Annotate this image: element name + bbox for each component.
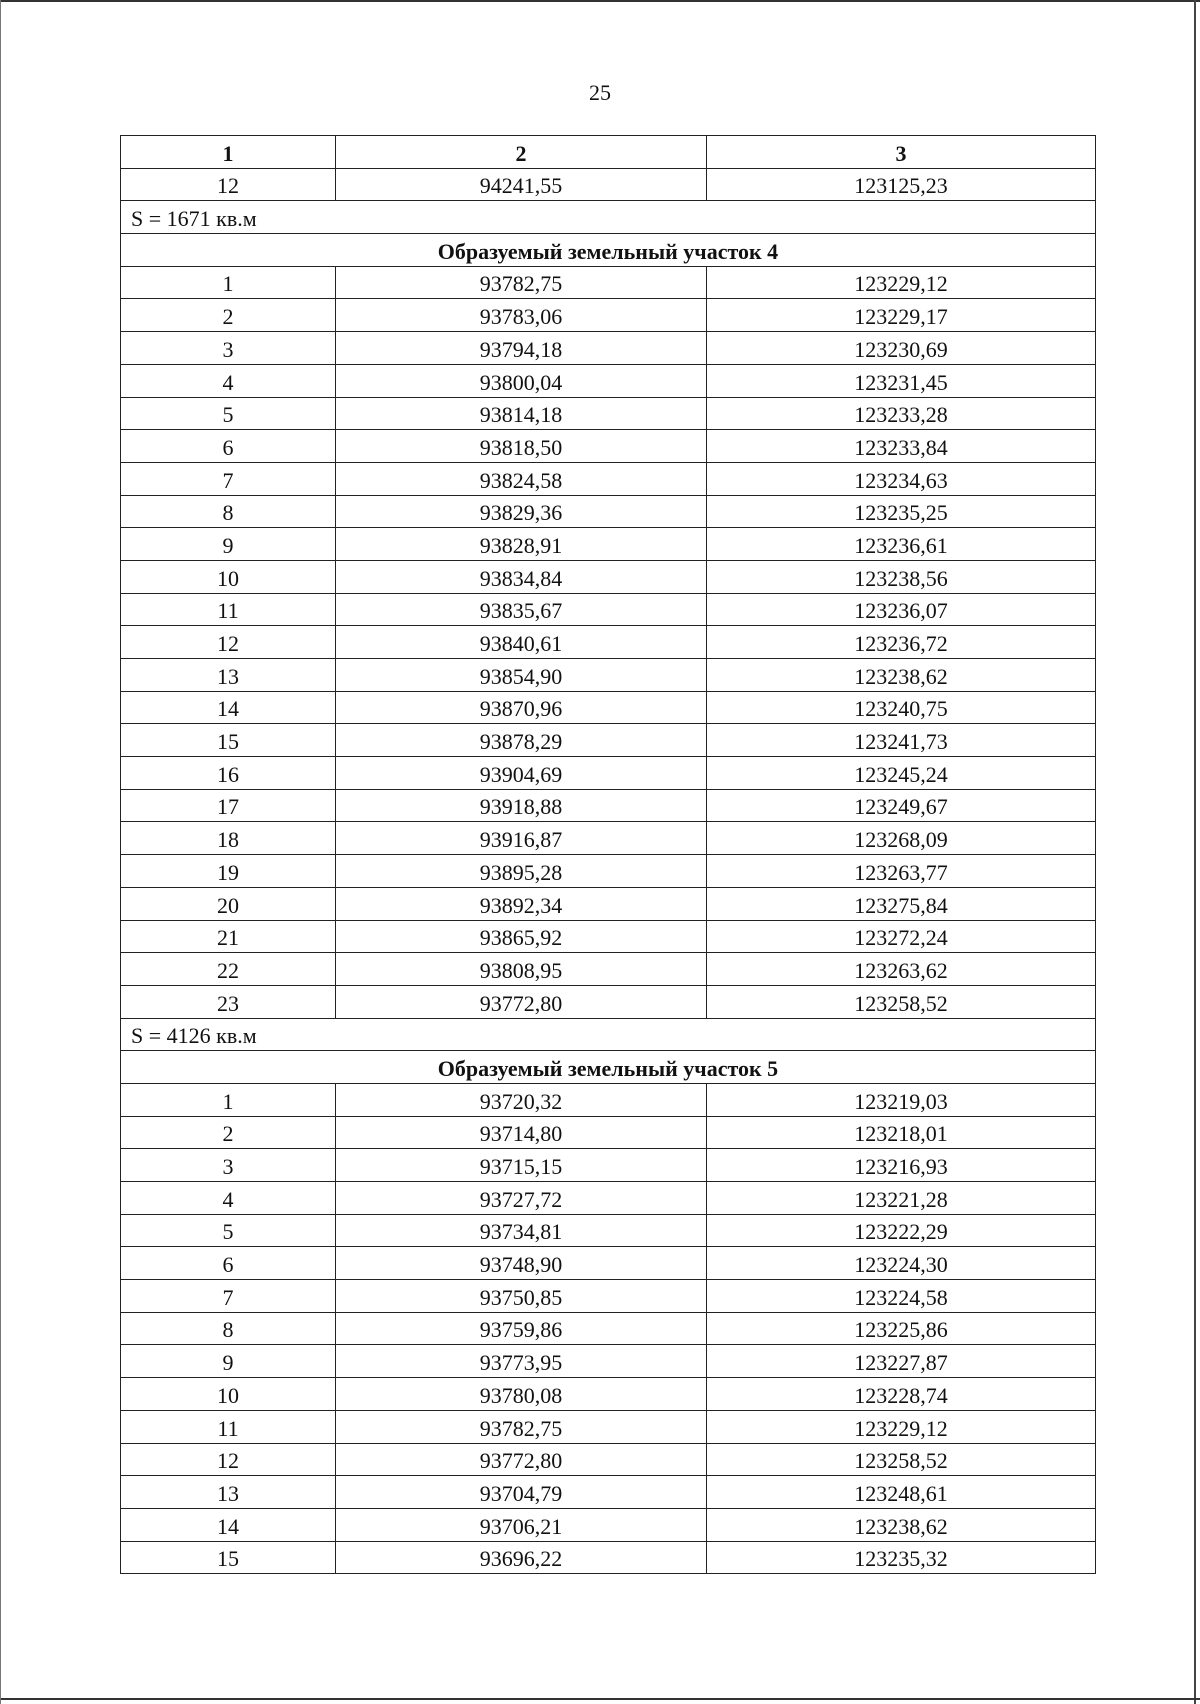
table-row [121,1508,1096,1541]
y-coordinate-cell: 123229,12 [707,1410,1096,1443]
y-coordinate-cell: 123219,03 [707,1083,1096,1116]
y-coordinate-cell: 123240,75 [707,691,1096,724]
coordinates-table [120,135,1096,1574]
point-number-cell: 3 [121,1149,336,1182]
table-row [121,495,1096,528]
x-coordinate-cell: 93706,21 [336,1508,707,1541]
table-row [121,691,1096,724]
point-number-cell: 2 [121,299,336,332]
table-row [121,397,1096,430]
page-frame-top [0,0,1200,2]
y-coordinate-cell: 123235,32 [707,1541,1096,1574]
x-coordinate-cell: 93829,36 [336,495,707,528]
point-number-cell: 8 [121,495,336,528]
x-coordinate-cell: 93892,34 [336,887,707,920]
y-coordinate-cell: 123245,24 [707,757,1096,790]
y-coordinate-cell: 123218,01 [707,1116,1096,1149]
table-row [121,822,1096,855]
section-title-row [121,234,1096,267]
y-coordinate-cell: 123263,77 [707,855,1096,888]
point-number-cell: 10 [121,1378,336,1411]
y-coordinate-cell: 123224,58 [707,1280,1096,1313]
y-coordinate-cell: 123238,62 [707,1508,1096,1541]
point-number-cell: 20 [121,887,336,920]
point-number-cell: 14 [121,691,336,724]
point-number-cell: 19 [121,855,336,888]
table-row [121,266,1096,299]
point-number-cell: 6 [121,1247,336,1280]
point-number-cell: 5 [121,1214,336,1247]
point-number-cell: 23 [121,985,336,1018]
point-number-cell: 18 [121,822,336,855]
point-number-cell: 12 [121,626,336,659]
y-coordinate-cell: 123125,23 [707,168,1096,201]
x-coordinate-cell: 93720,32 [336,1083,707,1116]
area-value: S = 4126 кв.м [121,1018,1096,1051]
table-header-row [121,136,1096,169]
x-coordinate-cell: 93824,58 [336,462,707,495]
point-number-cell: 8 [121,1312,336,1345]
y-coordinate-cell: 123229,17 [707,299,1096,332]
table-row [121,757,1096,790]
area-row [121,201,1096,234]
table-row [121,168,1096,201]
point-number-cell: 9 [121,528,336,561]
point-number-cell: 1 [121,1083,336,1116]
table-row [121,724,1096,757]
point-number-cell: 9 [121,1345,336,1378]
table-row [121,1247,1096,1280]
point-number-cell: 11 [121,1410,336,1443]
x-coordinate-cell: 93835,67 [336,593,707,626]
table-row [121,659,1096,692]
point-number-cell: 7 [121,462,336,495]
table-row [121,560,1096,593]
table-row [121,1410,1096,1443]
x-coordinate-cell: 93854,90 [336,659,707,692]
area-value: S = 1671 кв.м [121,201,1096,234]
x-coordinate-cell: 93704,79 [336,1476,707,1509]
point-number-cell: 6 [121,430,336,463]
table-row [121,528,1096,561]
table-row [121,299,1096,332]
x-coordinate-cell: 93865,92 [336,920,707,953]
area-row [121,1018,1096,1051]
y-coordinate-cell: 123236,61 [707,528,1096,561]
table-row [121,887,1096,920]
point-number-cell: 5 [121,397,336,430]
y-coordinate-cell: 123275,84 [707,887,1096,920]
point-number-cell: 11 [121,593,336,626]
table-row [121,789,1096,822]
point-number-cell: 15 [121,724,336,757]
x-coordinate-cell: 93748,90 [336,1247,707,1280]
table-row [121,1083,1096,1116]
point-number-cell: 13 [121,1476,336,1509]
x-coordinate-cell: 93818,50 [336,430,707,463]
y-coordinate-cell: 123222,29 [707,1214,1096,1247]
y-coordinate-cell: 123236,07 [707,593,1096,626]
header-col-3: 3 [707,136,1096,169]
table-row [121,1378,1096,1411]
x-coordinate-cell: 93773,95 [336,1345,707,1378]
table-row [121,920,1096,953]
table-row [121,1214,1096,1247]
y-coordinate-cell: 123238,56 [707,560,1096,593]
y-coordinate-cell: 123228,74 [707,1378,1096,1411]
x-coordinate-cell: 93870,96 [336,691,707,724]
x-coordinate-cell: 93782,75 [336,266,707,299]
point-number-cell: 21 [121,920,336,953]
x-coordinate-cell: 93734,81 [336,1214,707,1247]
x-coordinate-cell: 93772,80 [336,985,707,1018]
x-coordinate-cell: 93800,04 [336,364,707,397]
x-coordinate-cell: 93918,88 [336,789,707,822]
section-title: Образуемый земельный участок 4 [121,234,1096,267]
table-row [121,1149,1096,1182]
table-row [121,1182,1096,1215]
y-coordinate-cell: 123249,67 [707,789,1096,822]
point-number-cell: 3 [121,332,336,365]
table-row [121,1541,1096,1574]
y-coordinate-cell: 123230,69 [707,332,1096,365]
table-row [121,953,1096,986]
table-row [121,1280,1096,1313]
x-coordinate-cell: 93772,80 [336,1443,707,1476]
y-coordinate-cell: 123258,52 [707,1443,1096,1476]
y-coordinate-cell: 123248,61 [707,1476,1096,1509]
y-coordinate-cell: 123234,63 [707,462,1096,495]
point-number-cell: 2 [121,1116,336,1149]
x-coordinate-cell: 93727,72 [336,1182,707,1215]
y-coordinate-cell: 123231,45 [707,364,1096,397]
y-coordinate-cell: 123224,30 [707,1247,1096,1280]
y-coordinate-cell: 123227,87 [707,1345,1096,1378]
table-row [121,1443,1096,1476]
point-number-cell: 12 [121,168,336,201]
table-row [121,430,1096,463]
section-title: Образуемый земельный участок 5 [121,1051,1096,1084]
point-number-cell: 17 [121,789,336,822]
x-coordinate-cell: 93834,84 [336,560,707,593]
table-row [121,1476,1096,1509]
x-coordinate-cell: 93780,08 [336,1378,707,1411]
y-coordinate-cell: 123233,28 [707,397,1096,430]
point-number-cell: 4 [121,1182,336,1215]
y-coordinate-cell: 123233,84 [707,430,1096,463]
x-coordinate-cell: 93782,75 [336,1410,707,1443]
table-row [121,593,1096,626]
table-row [121,1345,1096,1378]
x-coordinate-cell: 93814,18 [336,397,707,430]
point-number-cell: 15 [121,1541,336,1574]
x-coordinate-cell: 93878,29 [336,724,707,757]
table-row [121,332,1096,365]
y-coordinate-cell: 123272,24 [707,920,1096,953]
x-coordinate-cell: 93714,80 [336,1116,707,1149]
x-coordinate-cell: 93794,18 [336,332,707,365]
table-row [121,364,1096,397]
point-number-cell: 4 [121,364,336,397]
page-frame-right [1194,0,1196,1704]
page-number: 25 [589,80,611,105]
table-row [121,626,1096,659]
x-coordinate-cell: 93916,87 [336,822,707,855]
y-coordinate-cell: 123268,09 [707,822,1096,855]
point-number-cell: 13 [121,659,336,692]
table-row [121,462,1096,495]
x-coordinate-cell: 94241,55 [336,168,707,201]
y-coordinate-cell: 123225,86 [707,1312,1096,1345]
x-coordinate-cell: 93840,61 [336,626,707,659]
header-col-1: 1 [121,136,336,169]
x-coordinate-cell: 93828,91 [336,528,707,561]
y-coordinate-cell: 123216,93 [707,1149,1096,1182]
y-coordinate-cell: 123258,52 [707,985,1096,1018]
point-number-cell: 1 [121,266,336,299]
point-number-cell: 22 [121,953,336,986]
table-row [121,855,1096,888]
x-coordinate-cell: 93759,86 [336,1312,707,1345]
page-frame-bottom [0,1698,1200,1700]
point-number-cell: 12 [121,1443,336,1476]
point-number-cell: 10 [121,560,336,593]
point-number-cell: 14 [121,1508,336,1541]
point-number-cell: 16 [121,757,336,790]
x-coordinate-cell: 93696,22 [336,1541,707,1574]
y-coordinate-cell: 123229,12 [707,266,1096,299]
table-row [121,1116,1096,1149]
x-coordinate-cell: 93808,95 [336,953,707,986]
table-row [121,1312,1096,1345]
header-col-2: 2 [336,136,707,169]
x-coordinate-cell: 93715,15 [336,1149,707,1182]
y-coordinate-cell: 123236,72 [707,626,1096,659]
x-coordinate-cell: 93750,85 [336,1280,707,1313]
y-coordinate-cell: 123241,73 [707,724,1096,757]
y-coordinate-cell: 123263,62 [707,953,1096,986]
page-frame-left [0,0,1,1704]
y-coordinate-cell: 123221,28 [707,1182,1096,1215]
x-coordinate-cell: 93783,06 [336,299,707,332]
coordinates-table-body [121,136,1096,1574]
y-coordinate-cell: 123238,62 [707,659,1096,692]
y-coordinate-cell: 123235,25 [707,495,1096,528]
section-title-row [121,1051,1096,1084]
point-number-cell: 7 [121,1280,336,1313]
x-coordinate-cell: 93904,69 [336,757,707,790]
x-coordinate-cell: 93895,28 [336,855,707,888]
table-row [121,985,1096,1018]
